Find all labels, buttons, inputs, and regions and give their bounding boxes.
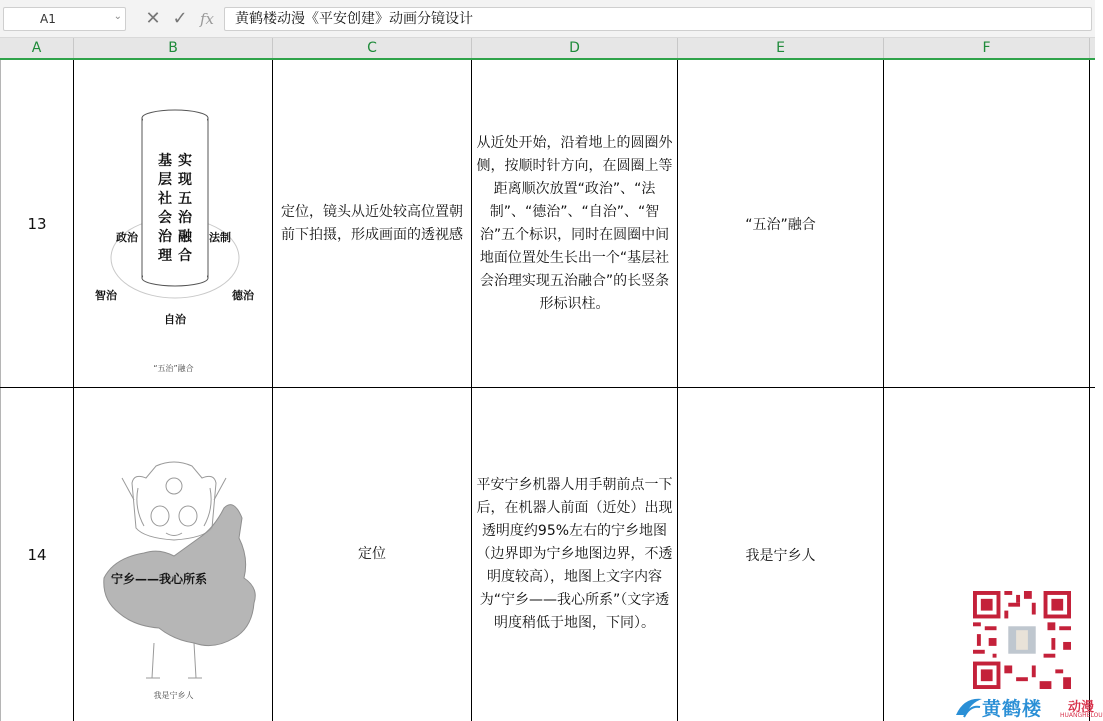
brand-logo	[952, 693, 1103, 721]
column-header-c[interactable]: C	[273, 38, 472, 58]
label-law: 法制	[209, 231, 231, 244]
shot-cell[interactable]	[273, 60, 472, 387]
name-box-value: A1	[40, 12, 56, 26]
illustration-cell[interactable]	[74, 388, 273, 721]
robot-map-illustration	[74, 388, 272, 721]
table-row	[0, 60, 1095, 388]
name-box[interactable]	[3, 7, 126, 31]
logo-brand-tag: 动漫	[1068, 700, 1095, 715]
map-caption-text: 宁乡——我心所系	[111, 572, 208, 586]
robot-map-drawing	[74, 388, 273, 721]
description-cell[interactable]	[472, 388, 678, 721]
cancel-icon[interactable]: ✕	[145, 8, 161, 29]
pillar-drawing	[74, 60, 273, 388]
logo-mark-icon	[954, 695, 984, 719]
formula-bar	[0, 0, 1095, 38]
five-governance-illustration	[74, 60, 272, 387]
illustration-caption: “五治”融合	[153, 364, 194, 373]
shot-text: 定位	[358, 546, 386, 562]
column-header-f[interactable]: F	[884, 38, 1090, 58]
column-header-b[interactable]: B	[74, 38, 273, 58]
row-number-cell[interactable]	[0, 60, 74, 387]
column-header-e[interactable]: E	[678, 38, 884, 58]
row-number: 13	[27, 214, 47, 233]
label-morality: 德治	[232, 289, 254, 302]
illustration-cell[interactable]	[74, 60, 273, 387]
dialogue-cell[interactable]	[678, 388, 884, 721]
row-number-cell[interactable]	[0, 388, 74, 721]
illustration-caption: 我是宁乡人	[153, 691, 194, 700]
pillar-text-right: 实现五治融合	[178, 153, 192, 264]
row-number: 14	[27, 545, 47, 564]
description-cell[interactable]	[472, 60, 678, 387]
table-row	[0, 388, 1095, 721]
logo-brand-cn: 黄鹤楼	[982, 698, 1043, 720]
formula-input[interactable]: 黄鹤楼动漫《平安创建》动画分镜设计	[224, 7, 1092, 31]
sheet-grid	[0, 60, 1095, 721]
dialogue-text: 我是宁乡人	[745, 547, 816, 564]
description-text: 平安宁乡机器人用手朝前点一下后，在机器人前面（近处）出现透明度约95%左右的宁乡地图（边界即为宁乡地图边界，不透明度较高），地图上文字内容为“宁乡——我心所系”（文字透明度稍低于地图，下同）。	[476, 477, 673, 631]
confirm-icon[interactable]: ✓	[172, 8, 188, 29]
shot-text: 定位，镜头从近处较高位置朝前下拍摄，形成画面的透视感	[281, 203, 463, 243]
column-headers	[0, 38, 1095, 60]
function-icon[interactable]: fx	[199, 10, 214, 28]
dialogue-cell[interactable]	[678, 60, 884, 387]
description-text: 从近处开始，沿着地上的圆圈外侧，按顺时针方向，在圆圈上等距离顺次放置“政治”、“法制”、“德治”、“自治”、“智治”五个标识，同时在圆圈中间地面位置处生长出一个“基层社会治理实现五治融合”的长竖条形标识柱。	[476, 134, 673, 312]
chevron-down-icon[interactable]: ⌄	[113, 11, 122, 22]
note-cell[interactable]	[884, 60, 1090, 387]
label-smart: 智治	[95, 289, 117, 302]
pillar-text-left: 基层社会治理	[158, 153, 172, 264]
logo-brand-en: HUANGHELOU	[1060, 712, 1103, 719]
label-politics: 政治	[116, 231, 138, 244]
column-header-d[interactable]: D	[472, 38, 678, 58]
column-header-a[interactable]: A	[0, 38, 74, 58]
qr-code-image	[972, 591, 1072, 689]
label-autonomy: 自治	[164, 313, 186, 326]
shot-cell[interactable]	[273, 388, 472, 721]
dialogue-text: “五治”融合	[745, 216, 816, 233]
